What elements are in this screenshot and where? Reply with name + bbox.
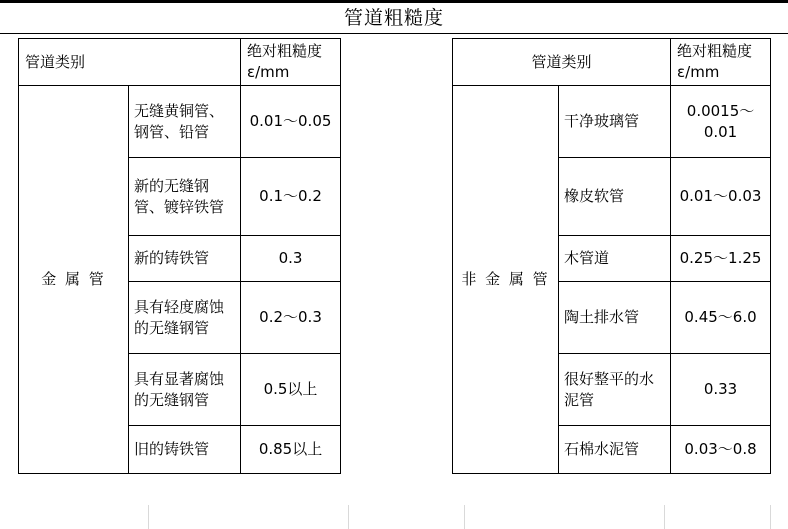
right-row-name: 很好整平的水泥管 <box>559 354 671 426</box>
left-row-value: 0.3 <box>241 236 341 282</box>
right-row-value: 0.01～0.03 <box>671 158 771 236</box>
left-group-label: 金 属 管 <box>19 86 129 474</box>
right-row-name: 橡皮软管 <box>559 158 671 236</box>
left-row-name: 新的无缝钢管、镀锌铁管 <box>129 158 241 236</box>
left-row-name: 旧的铸铁管 <box>129 426 241 474</box>
right-row-value: 0.03～0.8 <box>671 426 771 474</box>
top-divider <box>0 0 788 3</box>
left-row-name: 具有轻度腐蚀的无缝钢管 <box>129 282 241 354</box>
title-divider <box>0 33 788 34</box>
right-row-name: 陶土排水管 <box>559 282 671 354</box>
right-row-value: 0.0015～0.01 <box>671 86 771 158</box>
right-row-name: 干净玻璃管 <box>559 86 671 158</box>
header-value-right: 绝对粗糙度ε/mm <box>671 39 771 86</box>
left-row-value: 0.5以上 <box>241 354 341 426</box>
sheet-gridlines <box>0 505 788 529</box>
page-title: 管道粗糙度 <box>343 7 444 29</box>
right-row-value: 0.45～6.0 <box>671 282 771 354</box>
right-row-name: 木管道 <box>559 236 671 282</box>
left-row-name: 无缝黄铜管、钢管、铅管 <box>129 86 241 158</box>
right-group-label: 非 金 属 管 <box>453 86 559 474</box>
header-category-left: 管道类别 <box>19 39 241 86</box>
left-row-name: 新的铸铁管 <box>129 236 241 282</box>
left-row-value: 0.01～0.05 <box>241 86 341 158</box>
header-category-right: 管道类别 <box>453 39 671 86</box>
left-row-value: 0.85以上 <box>241 426 341 474</box>
right-row-value: 0.33 <box>671 354 771 426</box>
table-header-row <box>19 39 771 86</box>
left-row-value: 0.1～0.2 <box>241 158 341 236</box>
left-row-value: 0.2～0.3 <box>241 282 341 354</box>
pipe-roughness-table <box>18 38 771 474</box>
right-row-value: 0.25～1.25 <box>671 236 771 282</box>
left-row-name: 具有显著腐蚀的无缝钢管 <box>129 354 241 426</box>
header-value-left: 绝对粗糙度ε/mm <box>241 39 341 86</box>
right-row-name: 石棉水泥管 <box>559 426 671 474</box>
spacer-column <box>341 39 453 474</box>
